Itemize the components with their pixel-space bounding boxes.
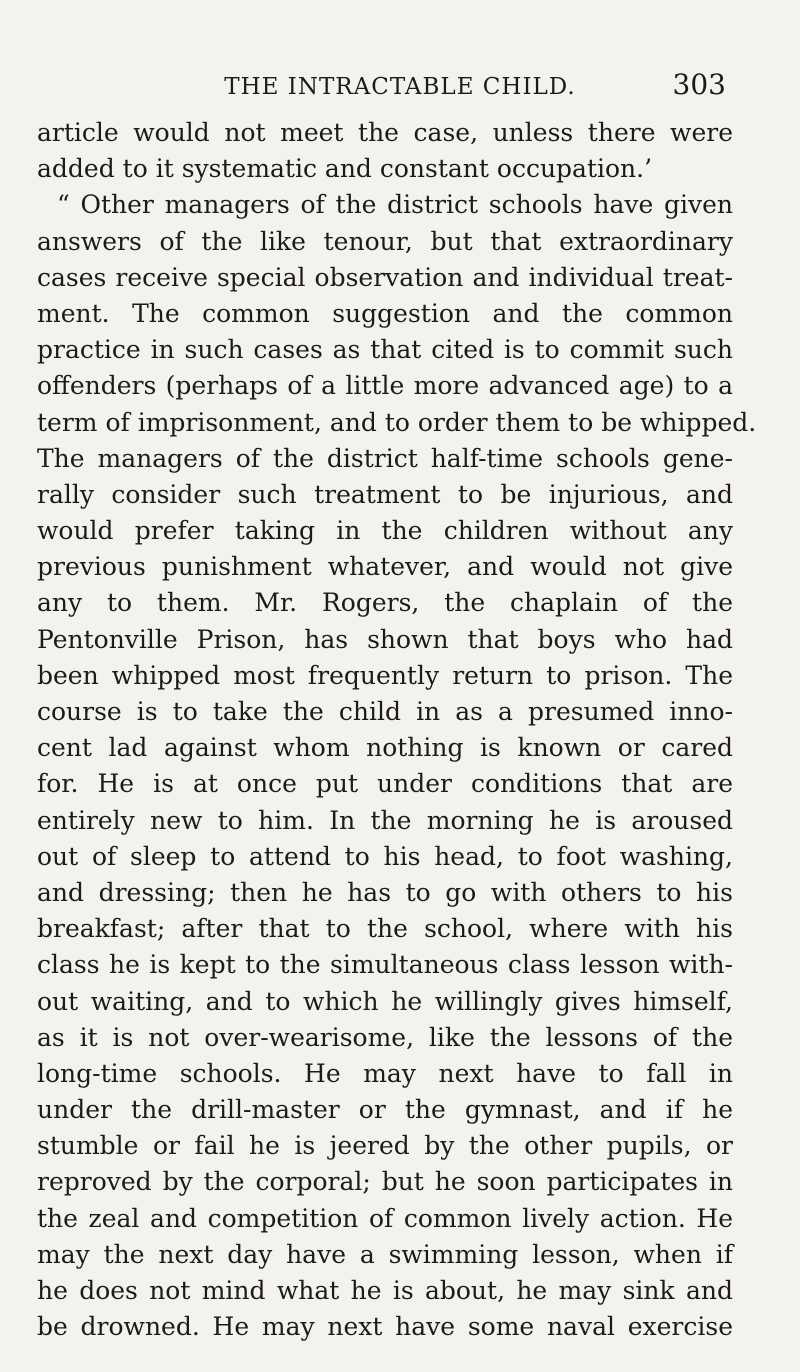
text-line: class he is kept to the simultaneous class lesson with- <box>37 950 733 980</box>
text-line: offenders (perhaps of a little more advanced age) to a <box>37 371 733 401</box>
text-line: entirely new to him. In the morning he is aroused <box>37 805 733 835</box>
text-line: practice in such cases as that cited is to commit such <box>37 335 733 365</box>
text-line: cent lad against whom nothing is known or cared <box>37 733 733 763</box>
text-line: he does not mind what he is about, he may sink and <box>37 1276 733 1305</box>
text-line: course is to take the child in as a presumed inno- <box>37 697 733 726</box>
text-line: would prefer taking in the children without any <box>37 516 733 546</box>
text-line: stumble or fail he is jeered by the other pupils, or <box>37 1131 733 1161</box>
page-number: 303 <box>672 68 726 101</box>
text-line: cases receive special observation and individual treat- <box>37 262 733 292</box>
text-line: out waiting, and to which he willingly gives himself, <box>37 986 733 1016</box>
text-line: term of imprisonment, and to order them to be whipped. <box>37 407 757 437</box>
running-title: THE INTRACTABLE CHILD. <box>224 74 576 100</box>
text-line: for. He is at once put under conditions that are <box>37 769 733 799</box>
text-line: under the drill-master or the gymnast, and if he <box>37 1095 733 1125</box>
text-line: the zeal and competition of common lively action. He <box>37 1203 733 1233</box>
text-line: added to it systematic and constant occupation.’ <box>37 154 653 184</box>
text-line: be drowned. He may next have some naval exercise <box>37 1312 733 1342</box>
text-line: previous punishment whatever, and would not give <box>37 552 733 582</box>
text-line: out of sleep to attend to his head, to foot washing, <box>37 841 733 871</box>
text-line: been whipped most frequently return to prison. The <box>37 660 733 690</box>
text-line: and dressing; then he has to go with others to his <box>37 877 733 907</box>
text-line: any to them. Mr. Rogers, the chaplain of the <box>37 588 733 618</box>
text-line: article would not meet the case, unless there were <box>37 118 733 147</box>
text-line: long-time schools. He may next have to fall in <box>37 1058 733 1088</box>
text-line: ment. The common suggestion and the common <box>37 298 733 328</box>
text-line: breakfast; after that to the school, where with his <box>37 914 733 944</box>
text-line: reproved by the corporal; but he soon participates in <box>37 1167 733 1197</box>
text-line: answers of the like tenour, but that extraordinary <box>37 226 733 256</box>
text-line: The managers of the district half-time schools gene- <box>37 443 733 473</box>
text-line: “ Other managers of the district schools have given <box>57 190 733 220</box>
text-line: as it is not over-wearisome, like the lessons of the <box>37 1022 733 1052</box>
text-line: rally consider such treatment to be injurious, and <box>37 479 733 509</box>
text-line: may the next day have a swimming lesson, when if <box>37 1239 733 1269</box>
body-text <box>37 115 757 1345</box>
text-line: Pentonville Prison, has shown that boys who had <box>37 624 733 654</box>
